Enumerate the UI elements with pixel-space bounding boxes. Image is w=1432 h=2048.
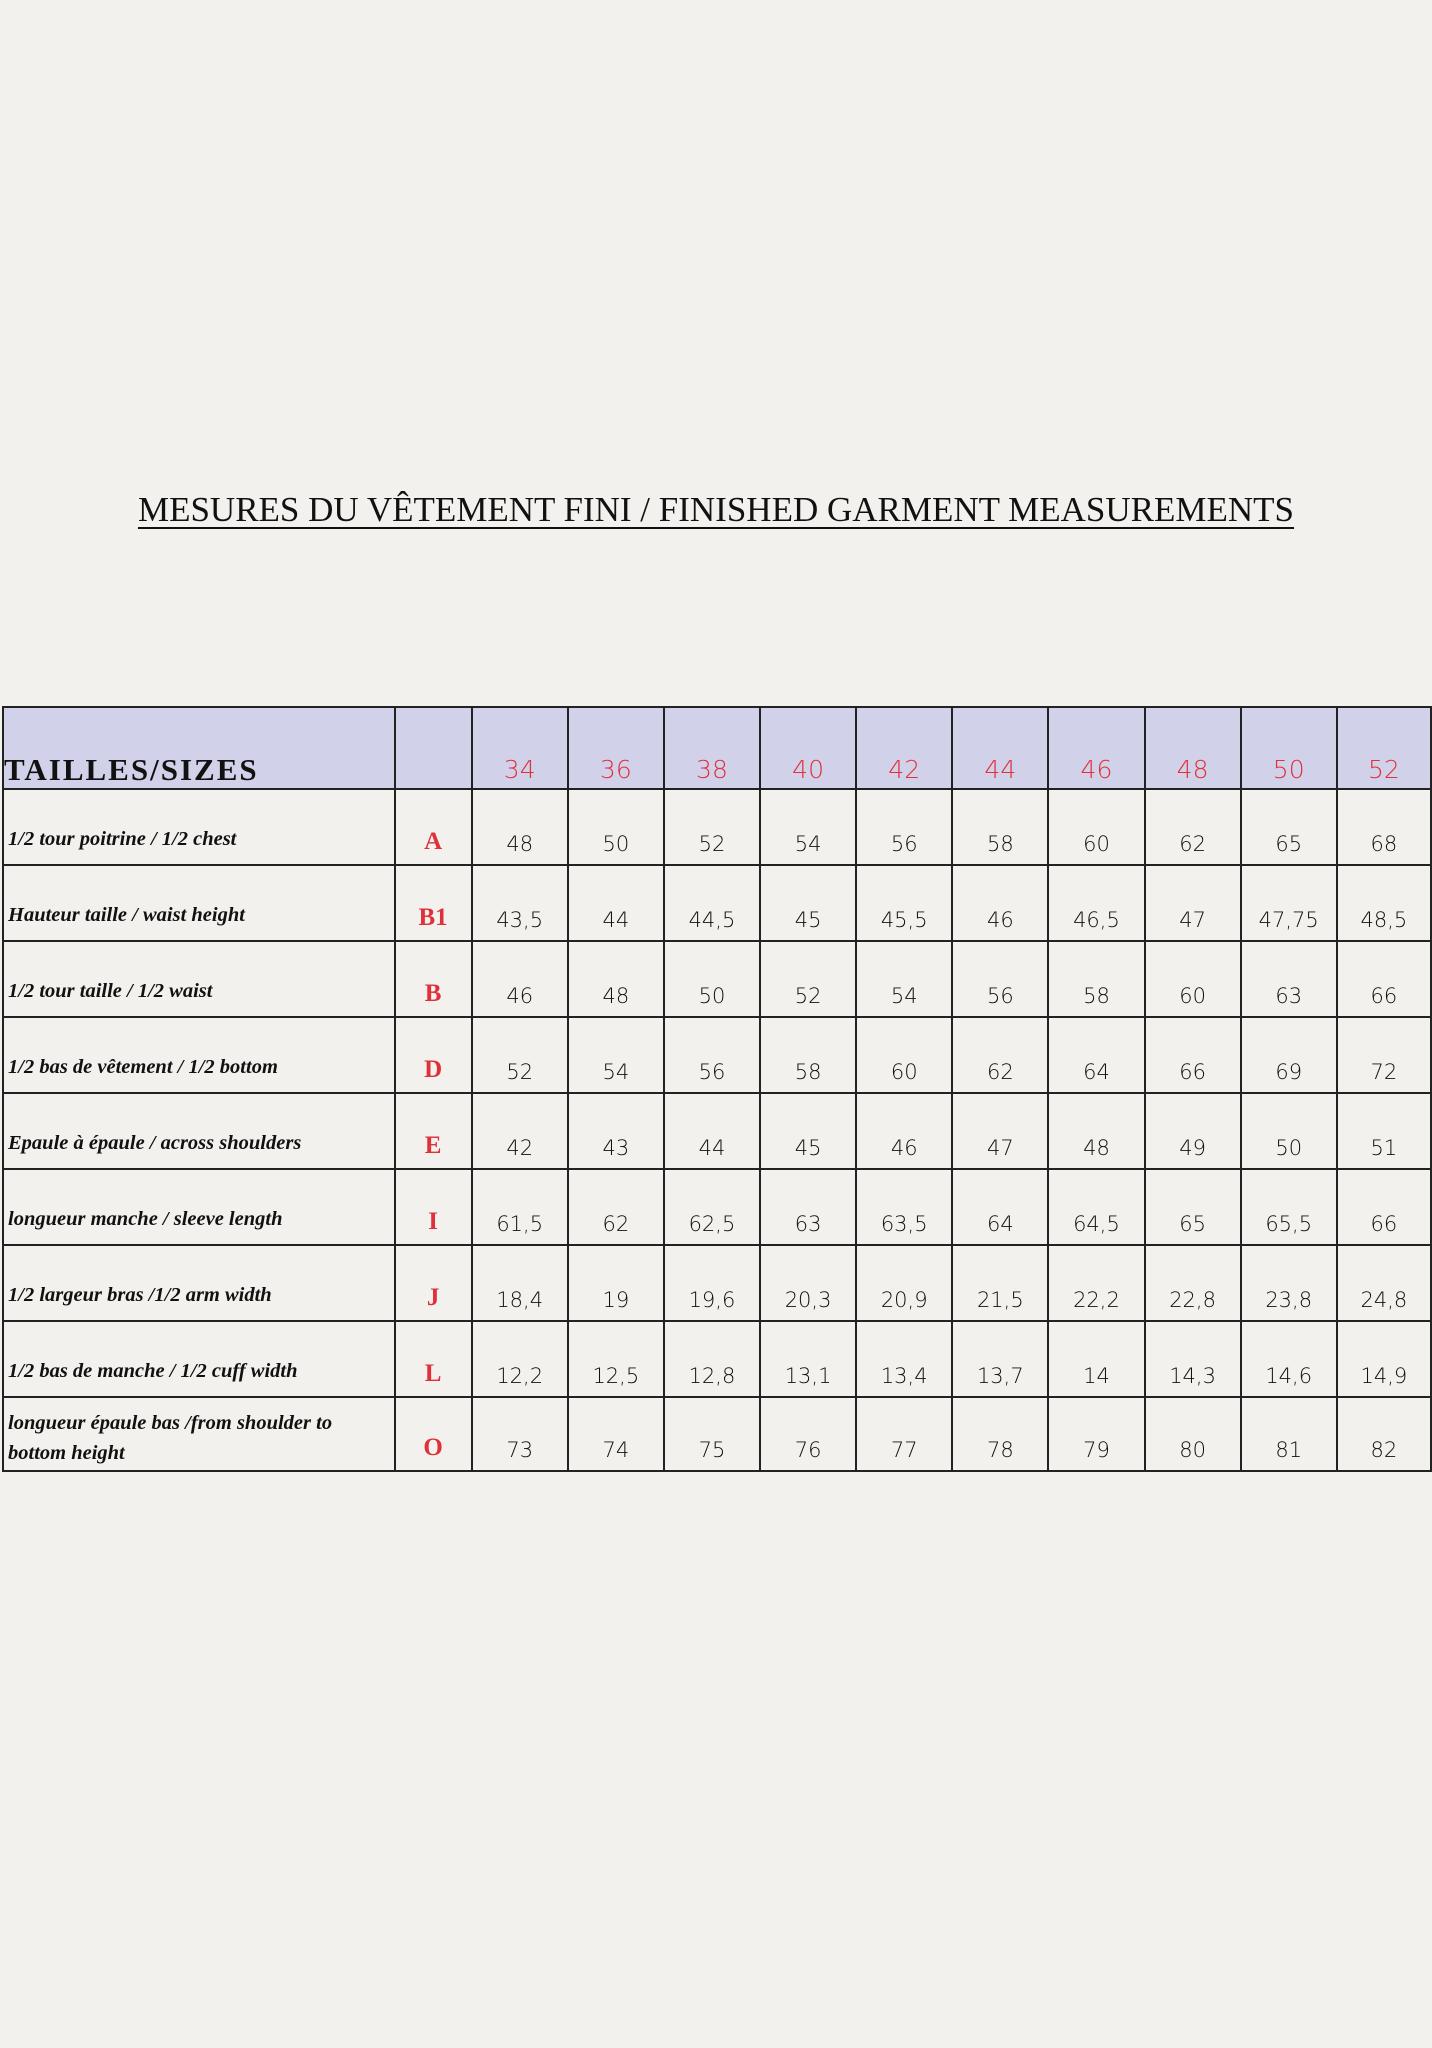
measurement-value: 19,6 — [664, 1245, 760, 1321]
measurement-value: 77 — [856, 1397, 952, 1471]
measurement-value: 56 — [664, 1017, 760, 1093]
measurement-value: 24,8 — [1337, 1245, 1431, 1321]
size-header-cell: 34 — [472, 707, 568, 789]
measurement-value: 52 — [664, 789, 760, 865]
measurement-value: 58 — [760, 1017, 856, 1093]
measurement-value: 69 — [1241, 1017, 1337, 1093]
measurement-value: 46,5 — [1048, 865, 1144, 941]
measurement-value: 52 — [760, 941, 856, 1017]
measurement-label: longueur manche / sleeve length — [3, 1169, 395, 1245]
measurement-code: D — [395, 1017, 472, 1093]
table-row — [3, 1017, 1431, 1093]
measurement-label: 1/2 tour poitrine / 1/2 chest — [3, 789, 395, 865]
measurement-value: 64 — [1048, 1017, 1144, 1093]
measurement-code: B1 — [395, 865, 472, 941]
table-row — [3, 1093, 1431, 1169]
measurement-value: 60 — [1145, 941, 1241, 1017]
measurement-label: Hauteur taille / waist height — [3, 865, 395, 941]
measurement-value: 52 — [472, 1017, 568, 1093]
measurement-value: 50 — [664, 941, 760, 1017]
measurement-value: 66 — [1337, 1169, 1431, 1245]
measurement-code: J — [395, 1245, 472, 1321]
measurement-value: 47,75 — [1241, 865, 1337, 941]
measurement-value: 48 — [568, 941, 664, 1017]
size-header-cell: 40 — [760, 707, 856, 789]
measurement-value: 42 — [472, 1093, 568, 1169]
size-header-cell: 36 — [568, 707, 664, 789]
measurement-value: 12,8 — [664, 1321, 760, 1397]
table-row — [3, 1321, 1431, 1397]
measurement-value: 44 — [664, 1093, 760, 1169]
measurement-value: 18,4 — [472, 1245, 568, 1321]
size-header-cell: 48 — [1145, 707, 1241, 789]
measurement-value: 62 — [568, 1169, 664, 1245]
measurement-value: 45 — [760, 865, 856, 941]
measurement-value: 64 — [952, 1169, 1048, 1245]
measurement-code: O — [395, 1397, 472, 1471]
measurement-value: 66 — [1145, 1017, 1241, 1093]
measurement-value: 47 — [952, 1093, 1048, 1169]
measurement-value: 23,8 — [1241, 1245, 1337, 1321]
measurement-value: 76 — [760, 1397, 856, 1471]
measurement-value: 56 — [856, 789, 952, 865]
size-header-cell: 52 — [1337, 707, 1431, 789]
measurement-value: 65 — [1241, 789, 1337, 865]
measurement-value: 12,2 — [472, 1321, 568, 1397]
measurement-value: 44,5 — [664, 865, 760, 941]
measurement-value: 54 — [856, 941, 952, 1017]
measurement-value: 20,3 — [760, 1245, 856, 1321]
measurement-label: longueur épaule bas /from shoulder to bottom height — [3, 1397, 395, 1471]
measurement-value: 14,9 — [1337, 1321, 1431, 1397]
sizes-heading: TAILLES/SIZES — [3, 707, 395, 789]
measurement-value: 48,5 — [1337, 865, 1431, 941]
measurement-value: 50 — [1241, 1093, 1337, 1169]
measurement-code: E — [395, 1093, 472, 1169]
measurement-label: 1/2 tour taille / 1/2 waist — [3, 941, 395, 1017]
measurement-value: 12,5 — [568, 1321, 664, 1397]
measurement-value: 14,6 — [1241, 1321, 1337, 1397]
measurement-value: 22,2 — [1048, 1245, 1144, 1321]
measurement-value: 82 — [1337, 1397, 1431, 1471]
measurement-value: 62,5 — [664, 1169, 760, 1245]
measurement-value: 47 — [1145, 865, 1241, 941]
measurement-value: 65,5 — [1241, 1169, 1337, 1245]
measurement-value: 64,5 — [1048, 1169, 1144, 1245]
table-row — [3, 1397, 1431, 1471]
measurement-code: I — [395, 1169, 472, 1245]
measurement-value: 81 — [1241, 1397, 1337, 1471]
measurement-code: B — [395, 941, 472, 1017]
measurement-value: 65 — [1145, 1169, 1241, 1245]
measurement-code: L — [395, 1321, 472, 1397]
size-header-cell: 46 — [1048, 707, 1144, 789]
measurement-label: 1/2 bas de manche / 1/2 cuff width — [3, 1321, 395, 1397]
measurement-value: 78 — [952, 1397, 1048, 1471]
measurement-value: 74 — [568, 1397, 664, 1471]
measurement-value: 21,5 — [952, 1245, 1048, 1321]
measurement-value: 63 — [1241, 941, 1337, 1017]
measurement-value: 56 — [952, 941, 1048, 1017]
measurement-value: 79 — [1048, 1397, 1144, 1471]
measurement-value: 20,9 — [856, 1245, 952, 1321]
measurement-value: 62 — [1145, 789, 1241, 865]
measurement-value: 60 — [1048, 789, 1144, 865]
measurement-value: 48 — [1048, 1093, 1144, 1169]
measurement-value: 75 — [664, 1397, 760, 1471]
table-row — [3, 1169, 1431, 1245]
measurement-value: 66 — [1337, 941, 1431, 1017]
measurement-value: 51 — [1337, 1093, 1431, 1169]
measurement-value: 46 — [856, 1093, 952, 1169]
measurement-value: 58 — [952, 789, 1048, 865]
measurement-label: 1/2 largeur bras /1/2 arm width — [3, 1245, 395, 1321]
table-row — [3, 789, 1431, 865]
measurement-value: 80 — [1145, 1397, 1241, 1471]
measurement-value: 46 — [952, 865, 1048, 941]
table-row — [3, 865, 1431, 941]
measurement-value: 49 — [1145, 1093, 1241, 1169]
measurement-code: A — [395, 789, 472, 865]
measurement-value: 13,4 — [856, 1321, 952, 1397]
measurement-value: 19 — [568, 1245, 664, 1321]
measurement-value: 72 — [1337, 1017, 1431, 1093]
size-header-cell: 38 — [664, 707, 760, 789]
size-header-cell: 50 — [1241, 707, 1337, 789]
measurement-value: 58 — [1048, 941, 1144, 1017]
measurement-value: 46 — [472, 941, 568, 1017]
measurement-value: 68 — [1337, 789, 1431, 865]
measurement-value: 54 — [760, 789, 856, 865]
size-header-cell: 44 — [952, 707, 1048, 789]
measurement-value: 14 — [1048, 1321, 1144, 1397]
measurement-value: 43,5 — [472, 865, 568, 941]
measurement-value: 63 — [760, 1169, 856, 1245]
measurement-value: 62 — [952, 1017, 1048, 1093]
measurement-value: 73 — [472, 1397, 568, 1471]
measurement-value: 60 — [856, 1017, 952, 1093]
measurement-value: 43 — [568, 1093, 664, 1169]
size-header-cell: 42 — [856, 707, 952, 789]
measurement-value: 50 — [568, 789, 664, 865]
table-row — [3, 941, 1431, 1017]
measurement-value: 13,7 — [952, 1321, 1048, 1397]
measurement-value: 63,5 — [856, 1169, 952, 1245]
measurement-label: Epaule à épaule / across shoulders — [3, 1093, 395, 1169]
table-header-row — [3, 707, 1431, 789]
measurement-value: 13,1 — [760, 1321, 856, 1397]
measurement-value: 14,3 — [1145, 1321, 1241, 1397]
measurement-label: 1/2 bas de vêtement / 1/2 bottom — [3, 1017, 395, 1093]
measurement-value: 45,5 — [856, 865, 952, 941]
measurement-value: 48 — [472, 789, 568, 865]
measurement-value: 61,5 — [472, 1169, 568, 1245]
code-header-cell — [395, 707, 472, 789]
measurement-value: 44 — [568, 865, 664, 941]
measurement-value: 45 — [760, 1093, 856, 1169]
measurement-value: 22,8 — [1145, 1245, 1241, 1321]
measurement-value: 54 — [568, 1017, 664, 1093]
table-row — [3, 1245, 1431, 1321]
measurements-table — [2, 706, 1432, 1472]
page-title: MESURES DU VÊTEMENT FINI / FINISHED GARMENT MEASUREMENTS — [137, 490, 1295, 529]
